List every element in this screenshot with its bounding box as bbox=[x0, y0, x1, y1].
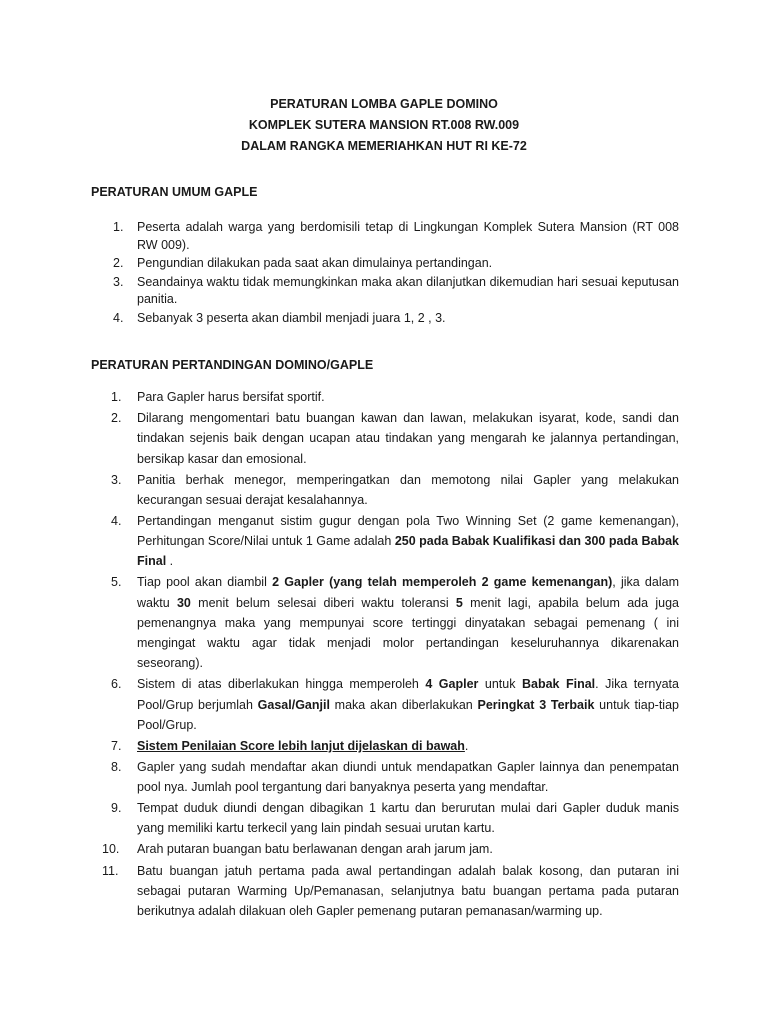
item-number: 3. bbox=[111, 472, 122, 487]
title-line-1: PERATURAN LOMBA GAPLE DOMINO bbox=[270, 97, 498, 111]
item-number: 6. bbox=[111, 677, 122, 692]
item-text-part: Tiap pool akan diambil bbox=[137, 575, 273, 590]
list-item bbox=[91, 387, 679, 407]
list-item bbox=[91, 757, 679, 797]
item-text: Para Gapler harus bersifat sportif. bbox=[137, 390, 325, 404]
item-number: 3. bbox=[113, 274, 124, 289]
item-number: 8. bbox=[111, 759, 122, 774]
item-text-part: Pertandingan menganut sistim gugur dengan pola Two Winning Set (2 game kemenangan), Perhitungan Score/Nilai untuk 1 Game adalah bbox=[137, 513, 679, 549]
item-number: 7. bbox=[111, 738, 122, 753]
item-text-part: . bbox=[166, 554, 174, 569]
item-number: 4. bbox=[111, 513, 122, 528]
item-text: Dilarang mengomentari batu buangan kawan dan lawan, melakukan isyarat, kode, sandi dan tindakan sejenis baik dengan ucapan atau tindakan yang mengarah ke jalannya pertandingan, bersikap kasar dan emosional. bbox=[137, 411, 679, 466]
item-text: Peserta adalah warga yang berdomisili tetap di Lingkungan Komplek Sutera Mansion (RT 008 RW 009). bbox=[137, 220, 679, 252]
item-text-bold: 30 bbox=[176, 595, 191, 610]
item-text-part: . Jika ternyata Pool/Grup berjumlah bbox=[137, 677, 679, 712]
rule-list-pertandingan bbox=[91, 387, 679, 922]
list-item bbox=[91, 839, 679, 859]
item-text-bold: Gasal/Ganjil bbox=[257, 697, 330, 712]
item-text-bold: 4 Gapler bbox=[425, 677, 479, 692]
item-number: 10. bbox=[102, 842, 120, 857]
list-item bbox=[91, 674, 679, 735]
item-text: Tempat duduk diundi dengan dibagikan 1 kartu dan berurutan mulai dari Gapler duduk manis yang memiliki kartu terkecil yang lain pindah sesuai urutan kartu. bbox=[137, 801, 679, 836]
item-text-bold: Babak Final bbox=[521, 677, 596, 692]
item-text-bold: Peringkat 3 Terbaik bbox=[477, 697, 595, 712]
item-text-bold: 5 bbox=[455, 595, 463, 610]
item-number: 4. bbox=[113, 310, 124, 325]
item-text: Sebanyak 3 peserta akan diambil menjadi juara 1, 2 , 3. bbox=[137, 310, 446, 325]
item-text: Seandainya waktu tidak memungkinkan maka akan dilanjutkan dikemudian hari sesuai keputusan panitia. bbox=[137, 274, 679, 306]
item-text-part: menit belum selesai diberi waktu toleransi bbox=[190, 595, 456, 610]
list-item bbox=[91, 255, 679, 273]
item-number: 2. bbox=[113, 256, 124, 270]
item-text: Panitia berhak menegor, memperingatkan dan memotong nilai Gapler yang melakukan kecurangan sesuai derajat kesalahannya. bbox=[137, 472, 679, 507]
item-text-part: , jika dalam waktu bbox=[137, 575, 679, 610]
section-heading-umum: PERATURAN UMUM GAPLE bbox=[91, 185, 258, 199]
item-number: 1. bbox=[113, 220, 124, 234]
title-line-2: KOMPLEK SUTERA MANSION RT.008 RW.009 bbox=[248, 118, 520, 132]
item-number: 5. bbox=[111, 575, 122, 590]
item-text-part: untuk tiap-tiap Pool/Grup. bbox=[137, 697, 679, 732]
item-text-part: Sistem di atas diberlakukan hingga memperoleh bbox=[137, 677, 426, 692]
list-item bbox=[91, 408, 679, 469]
title-line-3: DALAM RANGKA MEMERIAHKAN HUT RI KE-72 bbox=[241, 139, 527, 153]
list-item bbox=[91, 798, 679, 838]
item-number: 1. bbox=[111, 390, 122, 404]
item-text-bold: 2 Gapler (yang telah memperoleh 2 game kemenangan) bbox=[272, 575, 613, 590]
item-text: Arah putaran buangan batu berlawanan dengan arah jarum jam. bbox=[137, 842, 493, 857]
list-item bbox=[91, 736, 679, 756]
list-item bbox=[91, 470, 679, 510]
document-title bbox=[0, 94, 768, 157]
list-item bbox=[91, 572, 679, 673]
item-text-bold: 250 pada Babak Kualifikasi dan 300 pada Babak Final bbox=[137, 534, 680, 569]
item-number: 2. bbox=[111, 411, 122, 426]
list-item bbox=[91, 274, 679, 309]
item-text-part: untuk bbox=[478, 677, 522, 692]
item-text: Gapler yang sudah mendaftar akan diundi untuk mendapatkan Gapler lainnya dan penempatan pool nya. Jumlah pool tergantung dari banyaknya peserta yang mendaftar. bbox=[137, 759, 679, 795]
item-number: 11. bbox=[102, 863, 119, 878]
item-text-part: . bbox=[464, 738, 469, 753]
item-text: Pengundian dilakukan pada saat akan dimulainya pertandingan. bbox=[137, 256, 493, 270]
list-item bbox=[91, 310, 679, 328]
list-item bbox=[91, 861, 679, 922]
item-number: 9. bbox=[111, 801, 122, 816]
item-text-part: menit lagi, apabila belum ada juga pemenangnya maka yang mempunyai score tertinggi dinyatakan sebagai pemenang ( ini mengingat waktu agar tidak menjadi molor pertandingan keseluruhannya dikarenakan seseorang). bbox=[137, 595, 679, 671]
list-item bbox=[91, 511, 679, 572]
list-item bbox=[91, 219, 679, 254]
section-heading-pertandingan: PERATURAN PERTANDINGAN DOMINO/GAPLE bbox=[91, 358, 374, 372]
rule-list-umum bbox=[91, 219, 679, 328]
item-text: Batu buangan jatuh pertama pada awal pertandingan adalah balak kosong, dan putaran ini sebagai putaran Warming Up/Pemanasan, selanjutnya batu buangan pertama pada putaran berikutnya adalah dilakuan oleh Gapler pemenang putaran pemanasan/warming up. bbox=[137, 863, 679, 918]
item-text-part: maka akan diberlakukan bbox=[329, 697, 478, 712]
scoring-system-link[interactable]: Sistem Penilaian Score lebih lanjut dijelaskan di bawah bbox=[137, 738, 465, 753]
